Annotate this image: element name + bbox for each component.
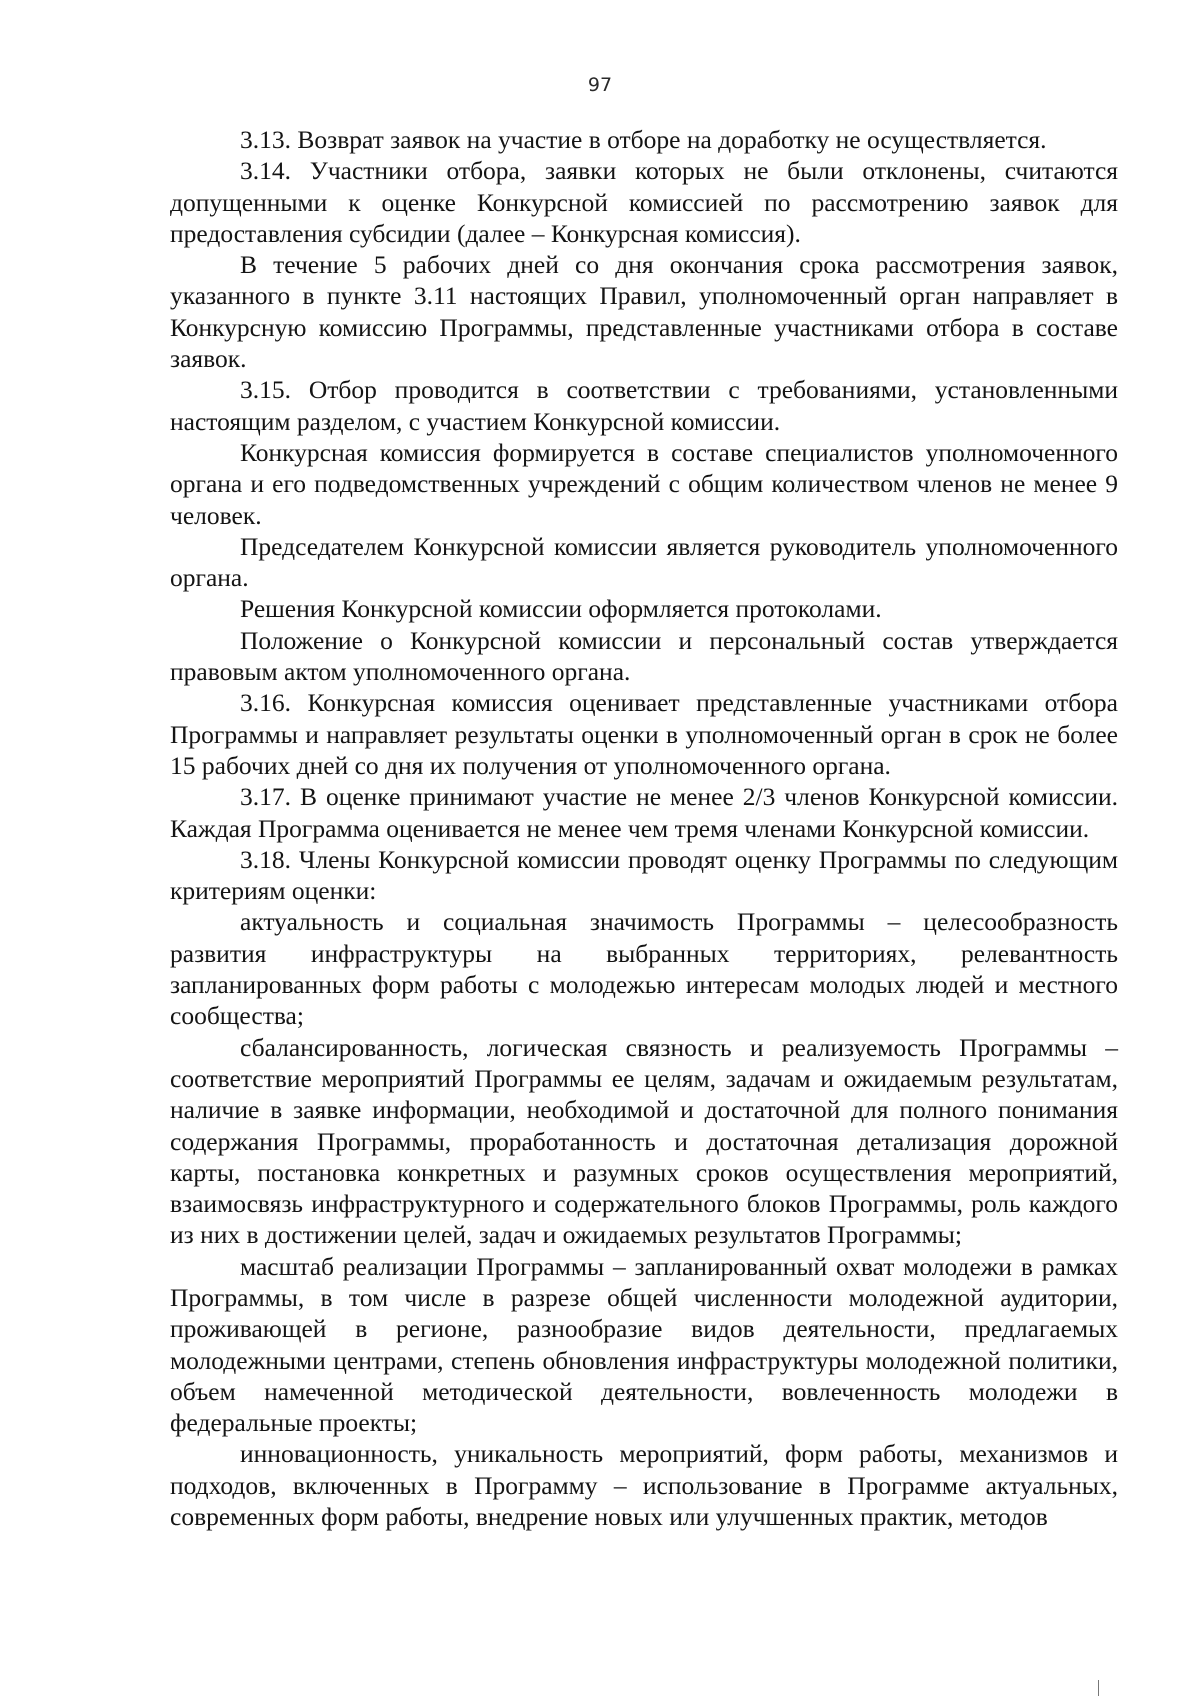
paragraph-3-14-deadline: В течение 5 рабочих дней со дня окончания срока рассмотрения заявок, указанного в пункте 3.11 настоящих Правил, уполномоченный орган направляет в Конкурсную комиссию Программы, представленные участниками отбора в составе заявок. <box>170 250 1118 374</box>
paragraph-3-16: 3.16. Конкурсная комиссия оценивает представленные участниками отбора Программы и направляет результаты оценки в уполномоченный орган в срок не более 15 рабочих дней со дня их получения от уполномоченного органа. <box>170 688 1118 780</box>
page-number: 97 <box>587 74 613 96</box>
document-body <box>170 124 1118 1532</box>
paragraph-3-14: 3.14. Участники отбора, заявки которых не были отклонены, считаются допущенными к оценке Конкурсной комиссией по рассмотрению заявок для предоставления субсидии (далее – Конкурсная комиссия). <box>170 156 1118 248</box>
criterion-relevance: актуальность и социальная значимость Программы – целесообразность развития инфраструктуры на выбранных территориях, релевантность запланированных форм работы с молодежью интересам молодых людей и местного сообщества; <box>170 907 1118 1031</box>
criterion-balance: сбалансированность, логическая связность и реализуемость Программы – соответствие мероприятий Программы ее целям, задачам и ожидаемым результатам, наличие в заявке информации, необходимой и достаточной для полного понимания содержания Программы, проработанность и достаточная детализация дорожной карты, постановка конкретных и разумных сроков осуществления мероприятий, взаимосвязь инфраструктурного и содержательного блоков Программы, роль каждого из них в достижении целей, задач и ожидаемых результатов Программы; <box>170 1032 1118 1250</box>
paragraph-commission-composition: Конкурсная комиссия формируется в составе специалистов уполномоченного органа и его подведомственных учреждений с общим количеством членов не менее 9 человек. <box>170 437 1118 530</box>
paragraph-commission-chair: Председателем Конкурсной комиссии является руководитель уполномоченного органа. <box>170 531 1118 593</box>
paragraph-commission-regulation: Положение о Конкурсной комиссии и персональный состав утверждается правовым актом уполномоченного органа. <box>170 625 1118 687</box>
paragraph-3-18: 3.18. Члены Конкурсной комиссии проводят оценку Программы по следующим критериям оценки: <box>170 844 1118 906</box>
criterion-scale: масштаб реализации Программы – запланированный охват молодежи в рамках Программы, в том числе в разрезе общей численности молодежной аудитории, проживающей в регионе, разнообразие видов деятельности, предлагаемых молодежными центрами, степень обновления инфраструктуры молодежной политики, объем намеченной методической деятельности, вовлеченность молодежи в федеральные проекты; <box>170 1251 1118 1438</box>
criterion-innovation: инновационность, уникальность мероприятий, форм работы, механизмов и подходов, включенных в Программу – использование в Программе актуальных, современных форм работы, внедрение новых или улучшенных практик, методов <box>170 1439 1118 1532</box>
paragraph-3-17: 3.17. В оценке принимают участие не менее 2/3 членов Конкурсной комиссии. Каждая Программа оценивается не менее чем тремя членами Конкурсной комиссии. <box>170 782 1118 843</box>
paragraph-3-15: 3.15. Отбор проводится в соответствии с требованиями, установленными настоящим разделом, с участием Конкурсной комиссии. <box>170 375 1118 436</box>
paragraph-3-13: 3.13. Возврат заявок на участие в отборе на доработку не осуществляется. <box>240 125 1047 154</box>
paragraph-commission-decisions: Решения Конкурсной комиссии оформляется протоколами. <box>240 594 882 624</box>
scan-edge-mark <box>1098 1680 1099 1696</box>
